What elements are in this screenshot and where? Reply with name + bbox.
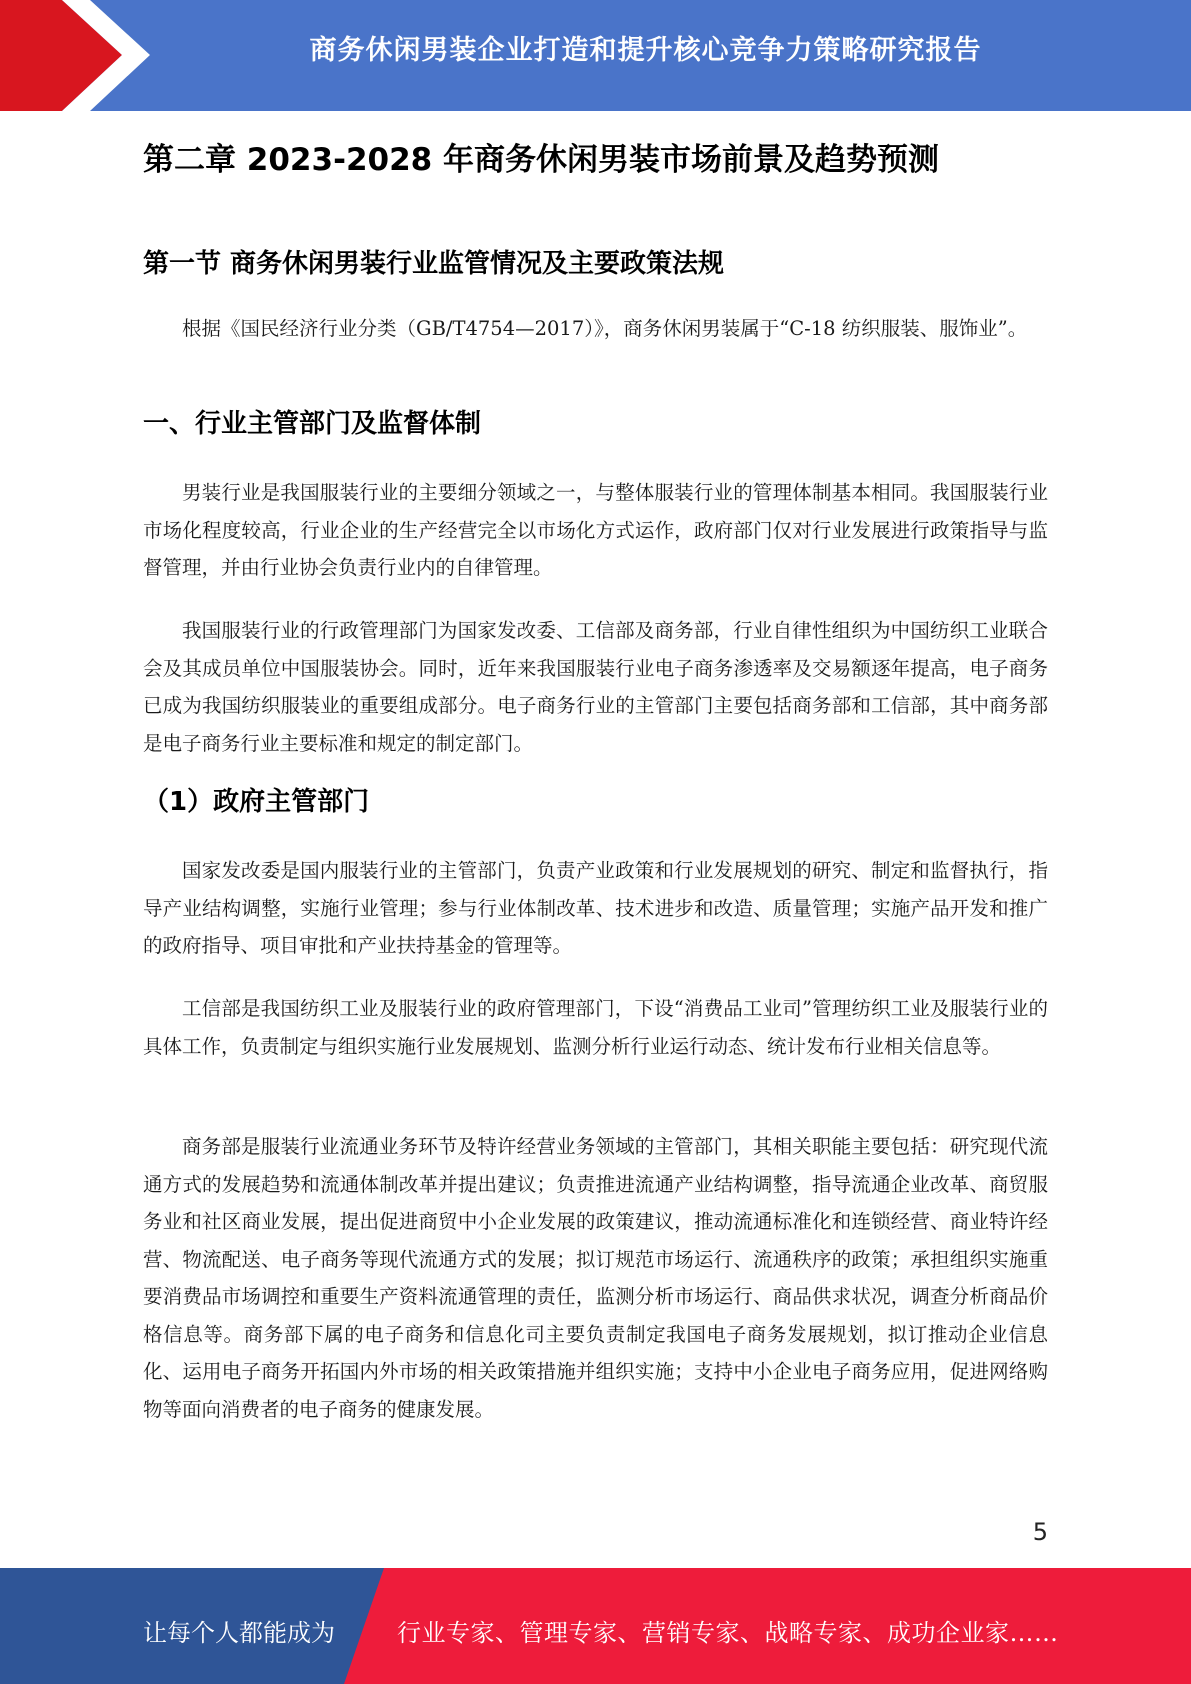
footer-slogan-left: 让每个人都能成为: [143, 1619, 335, 1647]
paragraph-government-1: 国家发改委是国内服装行业的主管部门，负责产业政策和行业发展规划的研究、制定和监督执行，指导产业结构调整，实施行业管理；参与行业体制改革、技术进步和改造、质量管理；实施产品开发和推广的政府指导、项目审批和产业扶持基金的管理等。: [143, 859, 1048, 957]
subsection-title-regulatory: 一、行业主管部门及监督体制: [143, 409, 482, 439]
report-footer: [0, 1568, 1191, 1684]
page-number: 5: [1032, 1518, 1048, 1546]
paragraph-government-2: 工信部是我国纺织工业及服装行业的政府管理部门，下设“消费品工业司”管理纺织工业及服装行业的具体工作，负责制定与组织实施行业发展规划、监测分析行业运行动态、统计发布行业相关信息等。: [143, 997, 1048, 1058]
paragraph-government-3: 商务部是服装行业流通业务环节及特许经营业务领域的主管部门，其相关职能主要包括：研究现代流通方式的发展趋势和流通体制改革并提出建议；负责推进流通产业结构调整，指导流通企业改革、商贸服务业和社区商业发展，提出促进商贸中小企业发展的政策建议，推动流通标准化和连锁经营、商业特许经营、物流配送、电子商务等现代流通方式的发展；拟订规范市场运行、流通秩序的政策；承担组织实施重要消费品市场调控和重要生产资料流通管理的责任，监测分析市场运行、商品供求状况，调查分析商品价格信息等。商务部下属的电子商务和信息化司主要负责制定我国电子商务发展规划，拟订推动企业信息化、运用电子商务开拓国内外市场的相关政策措施并组织实施；支持中小企业电子商务应用，促进网络购物等面向消费者的电子商务的健康发展。: [143, 1135, 1048, 1421]
section-title: 第一节 商务休闲男装行业监管情况及主要政策法规: [143, 249, 725, 279]
paragraph-regulatory-2: 我国服装行业的行政管理部门为国家发改委、工信部及商务部，行业自律性组织为中国纺织工业联合会及其成员单位中国服装协会。同时，近年来我国服装行业电子商务渗透率及交易额逐年提高，电子商务已成为我国纺织服装业的重要组成部分。电子商务行业的主管部门主要包括商务部和工信部，其中商务部是电子商务行业主要标准和规定的制定部门。: [143, 619, 1048, 755]
report-title: 商务休闲男装企业打造和提升核心竞争力策略研究报告: [309, 35, 982, 66]
paragraph-regulatory-1: 男装行业是我国服装行业的主要细分领域之一，与整体服装行业的管理体制基本相同。我国服装行业市场化程度较高，行业企业的生产经营完全以市场化方式运作，政府部门仅对行业发展进行政策指导与监督管理，并由行业协会负责行业内的自律管理。: [143, 481, 1048, 579]
footer-slogan-right: 行业专家、管理专家、营销专家、战略专家、成功企业家……: [397, 1619, 1059, 1647]
page-content: [143, 138, 1048, 1421]
subsection-title-government: （1）政府主管部门: [143, 787, 370, 817]
section-intro-paragraph: 根据《国民经济行业分类（GB/T4754—2017）》，商务休闲男装属于“C-18 纺织服装、服饰业”。: [182, 317, 1028, 340]
chapter-title: 第二章 2023-2028 年商务休闲男装市场前景及趋势预测: [143, 142, 940, 178]
report-header: [0, 0, 1191, 111]
